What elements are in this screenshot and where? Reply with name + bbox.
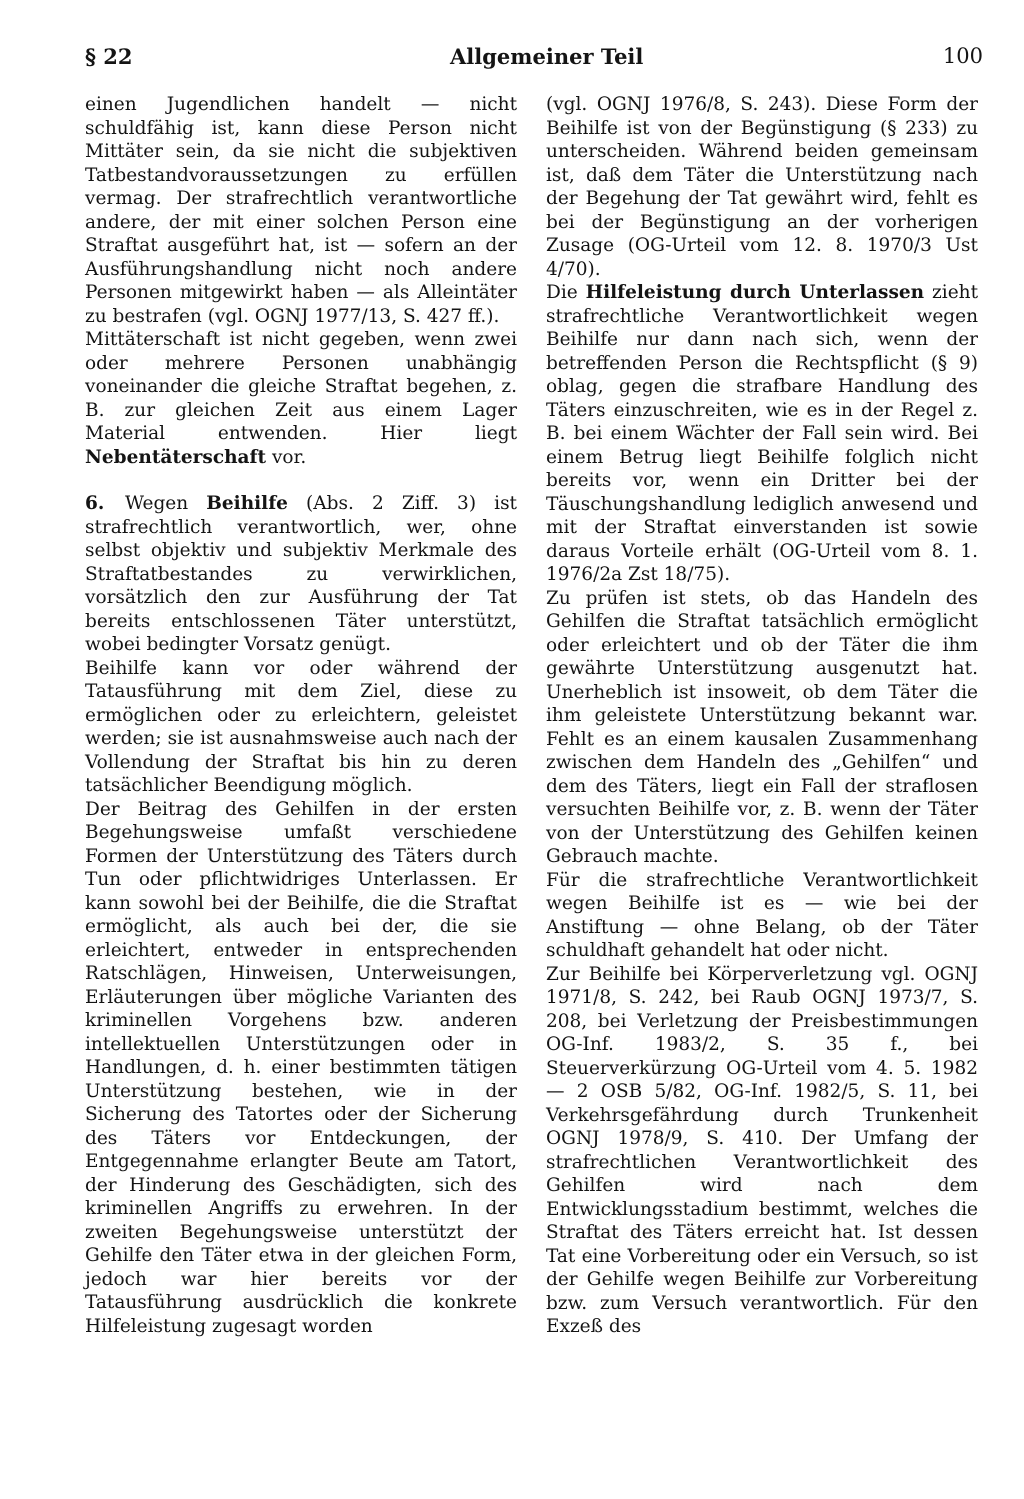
page-number: 100 [942,44,983,68]
paragraph: einen Jugendlichen handelt — nicht schuldfähig ist, kann diese Person nicht Mittäter sein, da sie nicht die subjektiven Tatbestandvoraussetzungen zu erfüllen vermag. Der strafrechtlich verantwortliche andere, der mit einer solchen Person eine Straftat ausgeführt hat, ist — sofern an der Ausführungshandlung nicht noch andere Personen mitgewirkt haben — als Alleintäter zu bestrafen (vgl. OGNJ 1977/13, S. 427 ff.). [85,94,517,327]
paragraph: (vgl. OGNJ 1976/8, S. 243). Diese Form der Beihilfe ist von der Begünstigung (§ 233) zu unterscheiden. Während beiden gemeinsam ist, daß dem Täter die Unterstützung nach der Begehung der Tat gewährt wird, fehlt es bei der Begünstigung an der vorherigen Zusage (OG-Urteil vom 12. 8. 1970/3 Ust 4/70). [546,94,978,280]
text-run: (Abs. 2 Ziff. 3) ist strafrechtlich verantwortlich, wer, ohne selbst objektiv und subjektiv Merkmale des Straftatbestandes zu verwirklichen, vorsätzlich den zur Ausführung der Tat bereits entschlossenen Täter unterstützt, wobei bedingter Vorsatz genügt. [85,493,517,655]
left-column [85,93,517,1338]
text-run: Wegen [125,493,207,514]
page-header [85,44,983,84]
running-title: Allgemeiner Teil [450,44,644,69]
right-column [546,93,978,1339]
numbered-paragraph [85,492,517,657]
paragraph-number: 6. [85,493,105,514]
paragraph: Zur Beihilfe bei Körperverletzung vgl. OGNJ 1971/8, S. 242, bei Raub OGNJ 1973/7, S. 208, bei Verletzung der Preisbestimmungen OG-Inf. 1983/2, S. 35 f., bei Steuerverkürzung OG-Urteil vom 4. 5. 1982 — 2 OSB 5/82, OG-Inf. 1982/5, S. 11, bei Verkehrsgefährdung durch Trunkenheit OGNJ 1978/9, S. 410. Der Umfang der strafrechtlichen Verantwortlichkeit des Gehilfen wird nach dem Entwicklungsstadium bestimmt, welches die Straftat des Täters erreicht hat. Ist dessen Tat eine Vorbereitung oder ein Versuch, so ist der Gehilfe wegen Beihilfe zur Vorbereitung bzw. zum Versuch verantwortlich. Für den Exzeß des [546,963,978,1337]
paragraph: Der Beitrag des Gehilfen in der ersten Begehungsweise umfaßt verschiedene Formen der Unterstützung des Täters durch Tun oder pflichtwidriges Unterlassen. Er kann sowohl bei der Beihilfe, die die Straftat ermöglicht, als auch bei der, die sie erleichtert, entweder in entsprechenden Ratschlägen, Hinweisen, Unterweisungen, Erläuterungen über mögliche Varianten des kriminellen Vorgehens bzw. anderen intellektuellen Unterstützungen oder in Handlungen, d. h. einer bestimmten tätigen Unterstützung bestehen, wie in der Sicherung des Tatortes oder der Sicherung des Täters vor Entdeckungen, der Entgegennahme erlangter Beute am Tatort, der Hinderung des Geschädigten, sich des kriminellen Angriffs zu erwehren. In der zweiten Begehungsweise unterstützt der Gehilfe den Täter etwa in der gleichen Form, jedoch war hier bereits vor der Tatausführung ausdrücklich die konkrete Hilfeleistung zugesagt worden [85,798,517,1337]
paragraph: Für die strafrechtliche Verantwortlichkeit wegen Beihilfe ist es — wie bei der Anstiftung — ohne Belang, ob der Täter schuldhaft gehandelt hat oder nicht. [546,869,978,961]
paragraph [546,281,978,587]
bold-term: Nebentäterschaft [85,446,267,468]
text-run: Die [546,282,586,303]
paragraph [85,328,517,469]
bold-term: Hilfeleistung durch Unterlassen [585,282,925,303]
paragraph: Beihilfe kann vor oder während der Tatausführung mit dem Ziel, diese zu ermöglichen oder zu erleichtern, geleistet werden; sie ist ausnahmsweise auch nach der Vollendung der Straftat bis hin zu deren tatsächlicher Beendigung möglich. [85,657,517,796]
text-run: Mittäterschaft ist nicht gegeben, wenn zwei oder mehrere Personen unabhängig voneinander die gleiche Straftat begehen, z. B. zur gleichen Zeit aus einem Lager Material entwenden. Hier liegt [85,329,517,444]
paragraph: Zu prüfen ist stets, ob das Handeln des Gehilfen die Straftat tatsächlich ermöglicht oder erleichtert und ob der Täter die ihm gewährte Unterstützung ausgenutzt hat. Unerheblich ist insoweit, ob dem Täter die ihm geleistete Unterstützung bekannt war. Fehlt es an einem kausalen Zusammenhang zwischen dem Handeln des „Gehilfen“ und dem des Täters, liegt ein Fall der straflosen versuchten Beihilfe vor, z. B. wenn der Täter von der Unterstützung des Gehilfen keinen Gebrauch machte. [546,587,978,867]
text-run: vor. [266,446,307,468]
bold-term: Beihilfe [206,493,288,514]
section-reference: § 22 [85,44,133,69]
text-run: zieht strafrechtliche Verantwortlichkeit wegen Beihilfe nur dann nach sich, wenn der betreffenden Person die Rechtspflicht (§ 9) oblag, gegen die strafbare Handlung des Täters einzuschreiten, wie es in der Regel z. B. bei einem Wächter der Fall sein wird. Bei einem Betrug liegt Beihilfe folglich nicht bereits vor, wenn ein Dritter bei der Täuschungshandlung lediglich anwesend und mit der Straftat einverstanden ist sowie daraus Vorteile erhält (OG-Urteil vom 8. 1. 1976/2a Zst 18/75). [546,282,978,585]
